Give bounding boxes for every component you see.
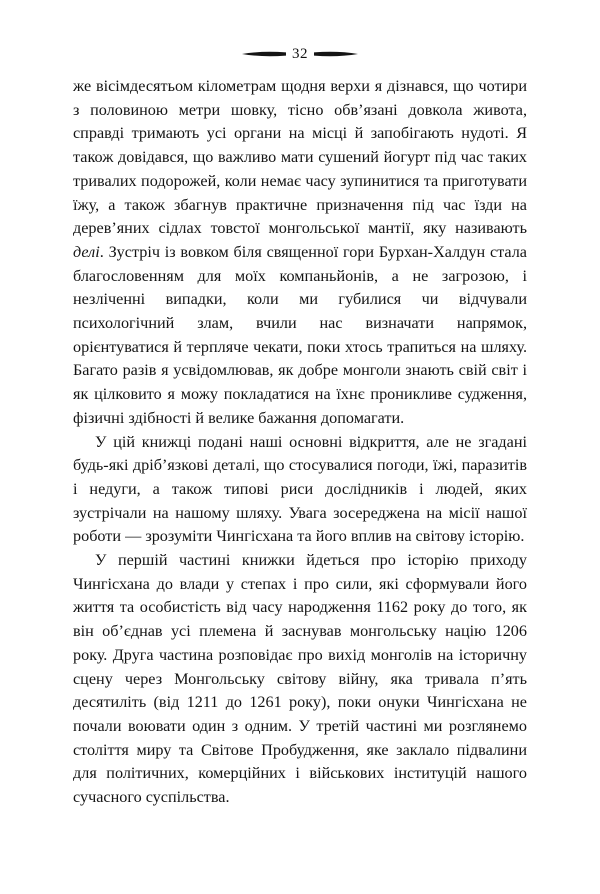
paragraph-1 (73, 75, 527, 431)
term-deli: делі (73, 242, 100, 261)
body-text (73, 75, 527, 810)
right-ornament-icon (314, 50, 358, 58)
left-ornament-icon (242, 50, 286, 58)
paragraph-1-text-b: . Зустріч із вовком біля священної гори Бурхан-Халдун стала благословенням для моїх компаньйонів, а не загрозою, і незліченні випадки, коли ми губилися чи відчували психологічний злам, вчили нас визначати напрямок, орієнтуватися й терпляче чекати, поки хтось трапиться на шляху. Багато разів я усвідомлював, як добре монголи знають свій світ і як цілковито я можу покладатися на їхнє проникливе судження, фізичні здібності й велике бажання допомагати. (73, 242, 527, 427)
page-header (0, 44, 600, 64)
paragraph-2: У цій книжці подані наші основні відкриття, але не згадані будь-які дріб’язкові деталі, що стосувалися погоди, їжі, паразитів і недуги, а також типові риси дослідників і людей, яких зустрічали на нашому шляху. Увага зосереджена на місії нашої роботи — зрозуміти Чингісхана та його вплив на світову історію. (73, 432, 527, 546)
paragraph-3: У першій частині книжки йдеться про історію приходу Чингісхана до влади у степах і про сили, які сформували його життя та особистість від часу народження 1162 року до того, як він об’єднав усі племена й заснував монгольську націю 1206 року. Друга частина розповідає про вихід монголів на історичну сцену через Монгольську світову війну, яка тривала п’ять десятиліть (від 1211 до 1261 року), поки онуки Чингісхана не почали воювати один з одним. У третій частині ми розглянемо століття миру та Світове Пробудження, яке заклало підвалини для політичних, комерційних і військових інституцій нашого сучасного суспільства. (73, 551, 527, 807)
page-number: 32 (292, 46, 308, 62)
paragraph-1-text-a: же вісімдесятьом кілометрам щодня верхи я дізнався, що чотири з половиною метри шовку, тісно обв’язані довкола живота, справді тримають усі органи на місці й запобігають нудоті. Я також довідався, що важливо мати сушений йогурт під час таких тривалих подорожей, коли немає часу зупинитися та приготувати їжу, а також збагнув практичне призначення під час їзди на дерев’яних сідлах товстої монгольської мантії, яку називають (73, 77, 527, 238)
